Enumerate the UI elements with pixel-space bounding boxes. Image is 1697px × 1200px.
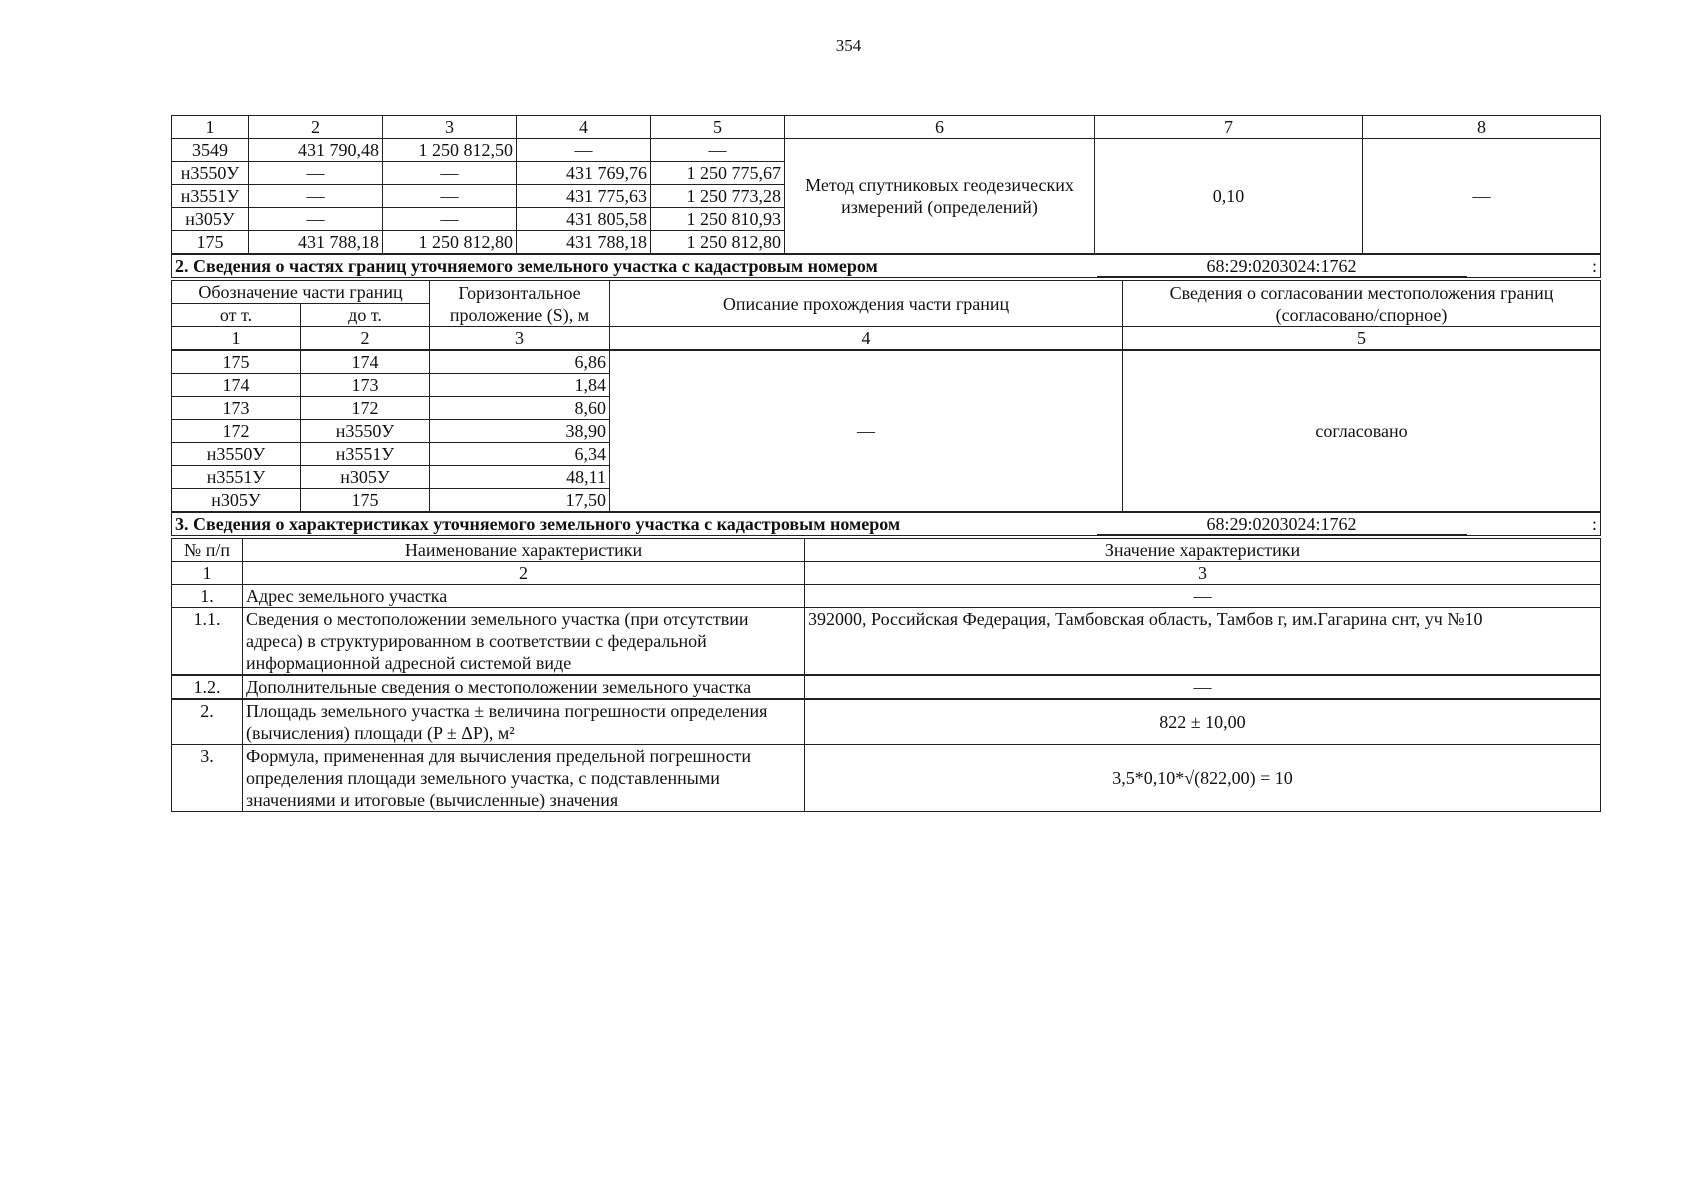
x-new: 431 788,18 [517,231,651,254]
x-new: — [517,139,651,162]
characteristic-row [172,675,1601,699]
characteristic-value: 3,5*0,10*√(822,00) = 10 [805,745,1601,812]
point-name: 175 [172,231,249,254]
characteristic-row [172,745,1601,812]
description-value: — [610,350,1123,512]
coordinates-header-row [172,116,1601,139]
col-number: 4 [610,327,1123,351]
section3-heading [171,512,1601,536]
y-old: — [383,162,517,185]
characteristics-table [171,538,1601,812]
accuracy-cell: 0,10 [1095,139,1363,254]
value-header: Значение характеристики [805,539,1601,562]
coordinates-table-block [171,115,1600,812]
distance: 8,60 [430,397,610,420]
y-new: — [651,139,785,162]
characteristic-row [172,608,1601,676]
characteristic-name: Площадь земельного участка ± величина погрешности определения (вычисления) площади (P ± ΔP), м² [243,699,805,745]
row-number: 1. [172,585,243,608]
col-number: 3 [430,327,610,351]
col-number: 3 [805,562,1601,585]
distance: 38,90 [430,420,610,443]
characteristic-value: 822 ± 10,00 [805,699,1601,745]
method-cell: Метод спутниковых геодезических измерений (определений) [785,139,1095,254]
to-point: 173 [301,374,430,397]
section2-heading [171,254,1601,278]
x-old: — [249,185,383,208]
row-number: 1.2. [172,675,243,699]
section2-cadastral-value: 68:29:0203024:1762 [1097,256,1467,277]
from-point: н305У [172,489,301,512]
boundary-row [172,350,1601,374]
point-name: н3550У [172,162,249,185]
designation-header: Обозначение части границ [172,281,430,304]
characteristic-name: Дополнительные сведения о местоположении земельного участка [243,675,805,699]
section3-title: 3. Сведения о характеристиках уточняемого земельного участка с кадастровым номером [172,513,987,536]
col-number: 1 [172,327,301,351]
to-point: н305У [301,466,430,489]
boundary-parts-table [171,280,1601,512]
x-new: 431 775,63 [517,185,651,208]
point-name: 3549 [172,139,249,162]
col-number: 5 [1123,327,1601,351]
characteristic-value: — [805,585,1601,608]
col-number: 3 [383,116,517,139]
x-old: — [249,208,383,231]
section3-colon: : [1577,513,1601,536]
to-point: н3550У [301,420,430,443]
point-name: н3551У [172,185,249,208]
from-header: от т. [172,304,301,327]
point-name: н305У [172,208,249,231]
agreement-header: Сведения о согласовании местоположения границ (согласовано/спорное) [1123,281,1601,327]
col-number: 1 [172,116,249,139]
characteristic-name: Сведения о местоположении земельного участка (при отсутствии адреса) в структурированном в соответствии с федеральной информационной адресной системой виде [243,608,805,676]
col-number: 4 [517,116,651,139]
y-old: — [383,185,517,208]
y-new: 1 250 812,80 [651,231,785,254]
from-point: н3551У [172,466,301,489]
from-point: 175 [172,350,301,374]
horizontal-header: Горизонтальное проложение (S), м [430,281,610,327]
y-old: 1 250 812,50 [383,139,517,162]
to-point: 174 [301,350,430,374]
page-number: 354 [835,36,862,55]
distance: 6,34 [430,443,610,466]
y-old: — [383,208,517,231]
col-number: 5 [651,116,785,139]
x-new: 431 769,76 [517,162,651,185]
col8-cell: — [1363,139,1601,254]
to-point: 175 [301,489,430,512]
y-old: 1 250 812,80 [383,231,517,254]
col-number: 1 [172,562,243,585]
col-number: 2 [301,327,430,351]
section3-cadastral-number [987,513,1577,536]
col-number: 6 [785,116,1095,139]
agreement-value: согласовано [1123,350,1601,512]
to-point: н3551У [301,443,430,466]
num-header: № п/п [172,539,243,562]
to-header: до т. [301,304,430,327]
section3-cadastral-value: 68:29:0203024:1762 [1097,514,1467,535]
characteristic-row [172,585,1601,608]
y-new: 1 250 773,28 [651,185,785,208]
from-point: н3550У [172,443,301,466]
x-old: — [249,162,383,185]
from-point: 174 [172,374,301,397]
coordinates-table [171,115,1601,254]
description-header: Описание прохождения части границ [610,281,1123,327]
characteristic-row [172,699,1601,745]
col-number: 2 [249,116,383,139]
characteristic-value: 392000, Российская Федерация, Тамбовская область, Тамбов г, им.Гагарина снт, уч №10 [805,608,1601,676]
y-new: 1 250 775,67 [651,162,785,185]
from-point: 172 [172,420,301,443]
col-number: 2 [243,562,805,585]
distance: 48,11 [430,466,610,489]
section2-title: 2. Сведения о частях границ уточняемого земельного участка с кадастровым номером [172,255,987,278]
characteristic-value: — [805,675,1601,699]
distance: 6,86 [430,350,610,374]
x-new: 431 805,58 [517,208,651,231]
section2-colon: : [1577,255,1601,278]
to-point: 172 [301,397,430,420]
x-old: 431 790,48 [249,139,383,162]
distance: 17,50 [430,489,610,512]
row-number: 1.1. [172,608,243,676]
characteristic-name: Формула, примененная для вычисления предельной погрешности определения площади земельного участка, с подставленными значениями и итоговые (вычисленные) значения [243,745,805,812]
col-number: 7 [1095,116,1363,139]
section2-cadastral-number [987,255,1577,278]
distance: 1,84 [430,374,610,397]
characteristic-name: Адрес земельного участка [243,585,805,608]
y-new: 1 250 810,93 [651,208,785,231]
coordinates-row [172,139,1601,162]
col-number: 8 [1363,116,1601,139]
x-old: 431 788,18 [249,231,383,254]
name-header: Наименование характеристики [243,539,805,562]
row-number: 2. [172,699,243,745]
row-number: 3. [172,745,243,812]
from-point: 173 [172,397,301,420]
